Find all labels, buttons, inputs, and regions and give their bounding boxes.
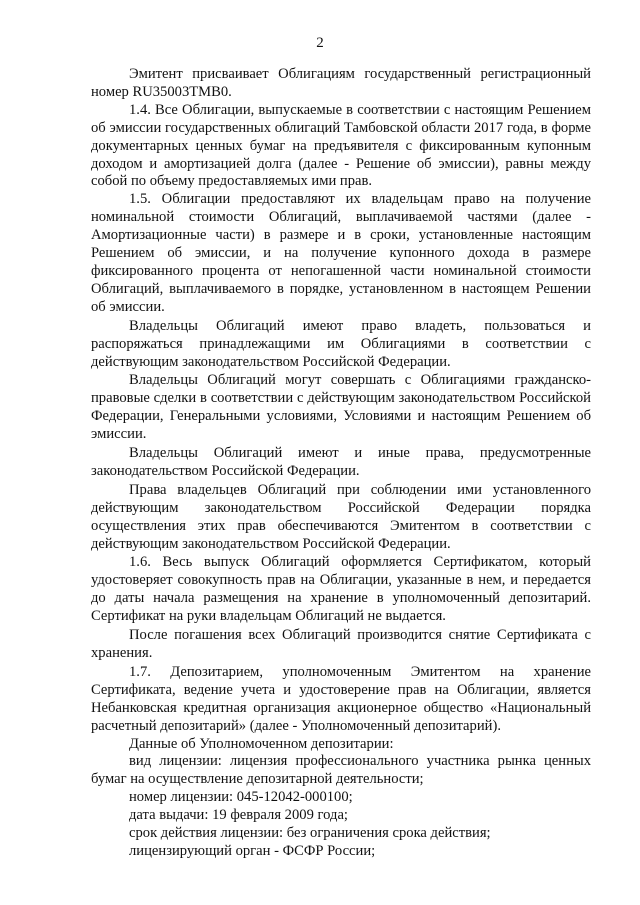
paragraph-1-7: 1.7. Депозитарием, уполномоченным Эмитентом на хранение Сертификата, ведение учета и удостоверение прав на Облигации, является Небанковская кредитная организация акционерное общество «Национальный расчетный депозитарий» (далее - Уполномоченный депозитарий). (91, 663, 591, 734)
paragraph-1-4: 1.4. Все Облигации, выпускаемые в соответствии с настоящим Решением об эмиссии государственных облигаций Тамбовской области 2017 года, в форме документарных ценных бумаг на предъявителя с фиксированным купонным доходом и амортизацией долга (далее - Решение об эмиссии), равны между собой по объему предоставляемых ими прав. (91, 101, 591, 190)
licensing-authority: лицензирующий орган - ФСФР России; (129, 842, 376, 859)
depositary-data-heading: Данные об Уполномоченном депозитарии: (129, 735, 394, 752)
license-issue-date: дата выдачи: 19 февраля 2009 года; (129, 807, 348, 824)
paragraph-1-5: 1.5. Облигации предоставляют их владельцам право на получение номинальной стоимости Облигаций, выплачиваемой частями (далее - Амортизационные части) в размере и в сроки, установленные настоящим Решением об эмиссии, и на получение купонного дохода в размере фиксированного процента от непогашенной части номинальной стоимости Облигаций, выплачиваемого в порядке, установленном в настоящем Решении об эмиссии. (91, 191, 591, 315)
document-body (91, 66, 591, 861)
license-number: номер лицензии: 045-12042-000100; (129, 789, 353, 806)
license-validity: срок действия лицензии: без ограничения срока действия; (129, 825, 491, 842)
paragraph-certificate-removal: После погашения всех Облигаций производится снятие Сертификата с хранения. (91, 627, 591, 661)
paragraph-other-rights: Владельцы Облигаций имеют и иные права, предусмотренные законодательством Российской Федерации. (91, 445, 591, 479)
page-number: 2 (316, 35, 324, 51)
license-type: вид лицензии: лицензия профессионального участника рынка ценных бумаг на осуществление депозитарной деятельности; (91, 753, 591, 788)
paragraph-rights-protection: Права владельцев Облигаций при соблюдении ими установленного действующим законодательством Российской Федерации порядка осуществления этих прав обеспечиваются Эмитентом в соответствии с действующим законодательством Российской Федерации. (91, 481, 591, 552)
paragraph-registration-number: Эмитент присваивает Облигациям государственный регистрационный номер RU35003TMB0. (91, 66, 591, 100)
paragraph-1-6: 1.6. Весь выпуск Облигаций оформляется Сертификатом, который удостоверяет совокупность прав на Облигации, указанные в нем, и передается до даты начала размещения на хранение в уполномоченный депозитарий. Сертификат на руки владельцам Облигаций не выдается. (91, 554, 591, 625)
paragraph-owner-rights: Владельцы Облигаций имеют право владеть, пользоваться и распоряжаться принадлежащими им Облигациями в соответствии с действующим законодательством Российской Федерации. (91, 317, 591, 370)
paragraph-owner-transactions: Владельцы Облигаций могут совершать с Облигациями гражданско-правовые сделки в соответствии с действующим законодательством Российской Федерации, Генеральными условиями, Условиями и настоящим Решением об эмиссии. (91, 372, 591, 443)
